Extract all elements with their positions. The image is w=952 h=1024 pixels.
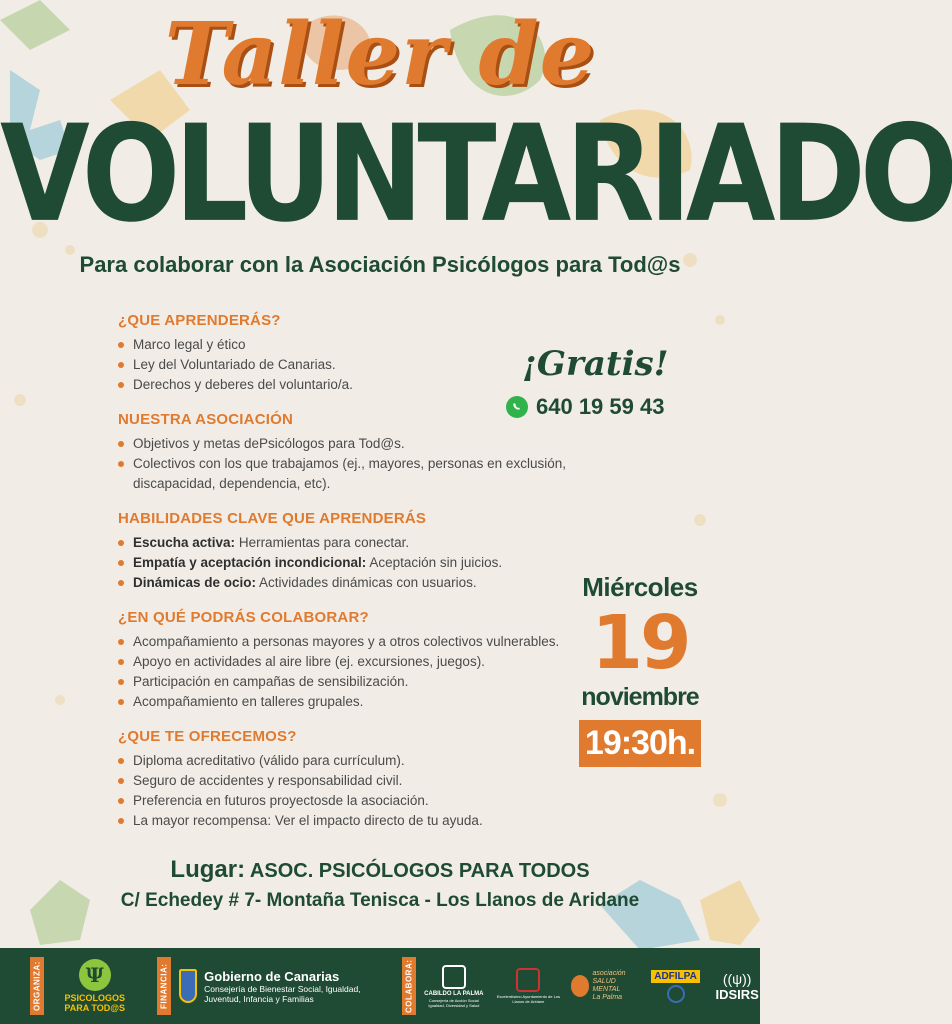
bullet-icon bbox=[118, 659, 124, 665]
section-skills bbox=[118, 510, 568, 593]
bullet-icon bbox=[118, 382, 124, 388]
list-item: Acompañamiento a personas mayores y a otros colectivos vulnerables. bbox=[118, 632, 568, 652]
splat-decoration bbox=[14, 394, 26, 406]
bullet-list bbox=[118, 751, 568, 831]
list-item: Preferencia en futuros proyectosde la asociación. bbox=[118, 791, 568, 811]
splat-decoration bbox=[55, 695, 65, 705]
colabora-label: COLABORA: bbox=[402, 957, 416, 1015]
splat-decoration bbox=[713, 793, 727, 807]
splat-decoration bbox=[715, 315, 725, 325]
list-item: Participación en campañas de sensibilización. bbox=[118, 672, 568, 692]
list-item: Seguro de accidentes y responsabilidad civil. bbox=[118, 771, 568, 791]
salud-mental-icon bbox=[571, 975, 589, 997]
section-title: ¿QUE TE OFRECEMOS? bbox=[118, 728, 297, 745]
list-item: Dinámicas de ocio: Actividades dinámicas con usuarios. bbox=[118, 573, 568, 593]
signal-icon: ((ψ)) bbox=[722, 970, 752, 987]
bullet-icon bbox=[118, 540, 124, 546]
section-offer bbox=[118, 728, 568, 831]
event-time: 19:30h. bbox=[579, 720, 701, 767]
phone-number: 640 19 59 43 bbox=[536, 394, 665, 419]
section-title: HABILIDADES CLAVE QUE APRENDERÁS bbox=[118, 510, 427, 527]
psi-icon: Ψ bbox=[79, 959, 111, 991]
ayuntamiento-logo: Excelentísimo Ayuntamiento de Los Llanos de Aridane bbox=[494, 968, 564, 1004]
list-item: Marco legal y ético bbox=[118, 335, 568, 355]
bullet-icon bbox=[118, 679, 124, 685]
bullet-icon bbox=[118, 560, 124, 566]
phone-contact[interactable] bbox=[506, 392, 664, 422]
list-item: Empatía y aceptación incondicional: Aceptación sin juicios. bbox=[118, 553, 568, 573]
event-date bbox=[570, 572, 710, 767]
list-item: Acompañamiento en talleres grupales. bbox=[118, 692, 568, 712]
bullet-list bbox=[118, 335, 568, 395]
section-title: ¿EN QUÉ PODRÁS COLABORAR? bbox=[118, 609, 369, 626]
bullet-icon bbox=[118, 699, 124, 705]
location-name-line bbox=[0, 856, 760, 884]
month: noviembre bbox=[581, 683, 699, 711]
wheelchair-icon bbox=[667, 985, 685, 1003]
cabildo-logo: CABILDO LA PALMA Consejería de Acción Social Igualdad, Diversidad y Salud bbox=[422, 965, 486, 1008]
bullet-icon bbox=[118, 778, 124, 784]
ayuntamiento-shield-icon bbox=[516, 968, 540, 992]
cabildo-icon bbox=[442, 965, 466, 989]
bullet-icon bbox=[118, 580, 124, 586]
weekday: Miércoles bbox=[582, 572, 698, 602]
bullet-list bbox=[118, 434, 568, 494]
subtitle: Para colaborar con la Asociación Psicólogos para Tod@s bbox=[79, 252, 681, 277]
content-column bbox=[118, 312, 568, 847]
bullet-icon bbox=[118, 342, 124, 348]
title-script: Taller de bbox=[164, 4, 596, 105]
sponsors-footer bbox=[0, 948, 760, 1024]
section-collaborate bbox=[118, 609, 568, 712]
gobierno-title: Gobierno de Canarias bbox=[204, 968, 340, 984]
organizer-name: PSICOLOGOS PARA TOD@S bbox=[64, 993, 126, 1013]
idsirs-logo: ((ψ)) IDSIRS bbox=[715, 970, 759, 1002]
organizer-logo bbox=[52, 959, 137, 1013]
organiza-label: ORGANIZA: bbox=[30, 957, 44, 1015]
bullet-icon bbox=[118, 818, 124, 824]
financia-label: FINANCIA: bbox=[157, 957, 171, 1015]
bullet-icon bbox=[118, 461, 124, 467]
page-title: VOLUNTARIADO bbox=[0, 96, 952, 253]
list-item: Apoyo en actividades al aire libre (ej. excursiones, juegos). bbox=[118, 652, 568, 672]
adfilpa-logo: ADFILPA bbox=[645, 970, 707, 1003]
bullet-list bbox=[118, 533, 568, 593]
list-item: Derechos y deberes del voluntario/a. bbox=[118, 375, 568, 395]
section-learn bbox=[118, 312, 568, 395]
bullet-icon bbox=[118, 639, 124, 645]
list-item: La mayor recompensa: Ver el impacto directo de tu ayuda. bbox=[118, 811, 568, 831]
bullet-icon bbox=[118, 362, 124, 368]
location bbox=[0, 856, 760, 912]
bullet-icon bbox=[118, 758, 124, 764]
splat-decoration bbox=[694, 514, 706, 526]
section-title: ¿QUE APRENDERÁS? bbox=[118, 312, 281, 329]
list-item: Escucha activa: Herramientas para conectar. bbox=[118, 533, 568, 553]
bullet-list bbox=[118, 632, 568, 712]
list-item: Objetivos y metas dePsicólogos para Tod@s. bbox=[118, 434, 568, 454]
list-item: Diploma acreditativo (válido para currículum). bbox=[118, 751, 568, 771]
canarias-shield-icon bbox=[179, 969, 197, 1003]
location-label: Lugar: bbox=[170, 856, 246, 883]
whatsapp-icon bbox=[506, 396, 528, 418]
location-address: C/ Echedey # 7- Montaña Tenisca - Los Llanos de Aridane bbox=[120, 890, 640, 911]
bullet-icon bbox=[118, 441, 124, 447]
gobierno-logo bbox=[179, 969, 388, 1004]
day-number: 19 bbox=[591, 600, 689, 686]
section-title: NUESTRA ASOCIACIÓN bbox=[118, 411, 293, 428]
location-name: ASOC. PSICÓLOGOS PARA TODOS bbox=[249, 860, 590, 882]
list-item: Ley del Voluntariado de Canarias. bbox=[118, 355, 568, 375]
bullet-icon bbox=[118, 798, 124, 804]
free-label: ¡Gratis! bbox=[522, 344, 669, 384]
gobierno-desc: Consejería de Bienestar Social, Igualdad, Juventud, Infancia y Familias bbox=[204, 983, 361, 1004]
section-association bbox=[118, 411, 568, 494]
salud-mental-logo: asociación SALUD MENTAL La Palma bbox=[571, 970, 637, 1002]
list-item: Colectivos con los que trabajamos (ej., mayores, personas en exclusión, discapacidad, dependencia, etc). bbox=[118, 454, 568, 494]
